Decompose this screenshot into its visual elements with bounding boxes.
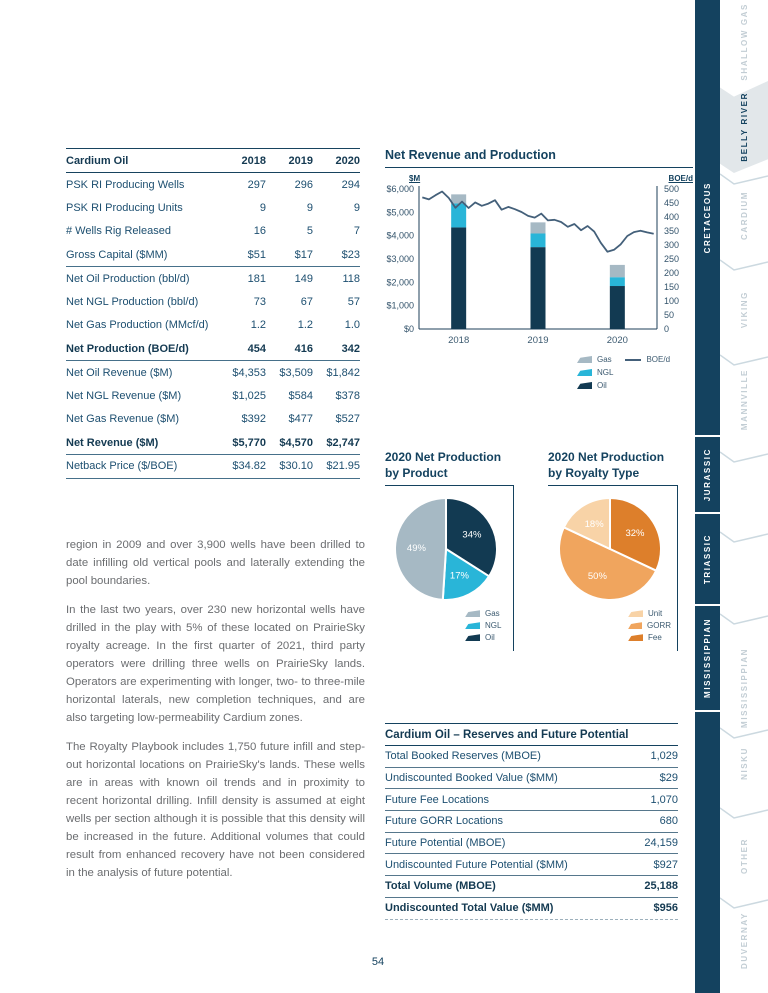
- row-value: 9: [259, 201, 266, 214]
- svg-text:$2,000: $2,000: [386, 277, 414, 288]
- row-value: $29: [659, 772, 678, 785]
- series-swatch-icon: [577, 382, 592, 389]
- sidebar-item-label: OTHER: [739, 838, 749, 874]
- legend-label: NGL: [597, 368, 614, 377]
- row-value: 9: [353, 201, 360, 214]
- row-value: 296: [294, 178, 313, 191]
- row-value: 342: [313, 337, 360, 361]
- legend-label: Oil: [485, 633, 495, 643]
- row-value: $17: [266, 243, 313, 267]
- chart-title: Net Revenue and Production: [385, 148, 693, 168]
- pie-title: 2020 Net Production by Product: [385, 450, 514, 486]
- reserves-table-title: Cardium Oil – Reserves and Future Potential: [385, 723, 678, 746]
- table-row: [66, 361, 360, 385]
- era-column-bar: [695, 0, 720, 993]
- sidebar-item-label: BELLY RIVER: [739, 92, 749, 162]
- row-value: $584: [288, 389, 313, 402]
- chart-legend-col-b: [625, 355, 670, 394]
- row-label: Net NGL Revenue ($M): [66, 389, 182, 402]
- row-value: $34.82: [219, 455, 266, 479]
- era-segment-jurassic: [695, 437, 720, 514]
- svg-text:$4,000: $4,000: [386, 230, 414, 241]
- row-value: $378: [335, 389, 360, 402]
- series-swatch-icon: [465, 622, 480, 629]
- svg-text:$1,000: $1,000: [386, 300, 414, 311]
- table-row: [66, 267, 360, 291]
- row-value: $4,570: [266, 431, 313, 455]
- row-value: 1,070: [650, 793, 678, 806]
- row-value: $21.95: [313, 455, 360, 479]
- row-value: 149: [294, 272, 313, 285]
- legend-label: Fee: [648, 633, 662, 643]
- sidebar-item-label: MANNVILLE: [739, 369, 749, 431]
- row-value: 416: [266, 337, 313, 361]
- row-label: Undiscounted Future Potential ($MM): [385, 858, 568, 871]
- table-row: [66, 220, 360, 244]
- paragraph: The Royalty Playbook includes 1,750 future infill and step-out horizontal locations on PrairieSky's lands. These wells are in areas with known oil trends and in proximity to recent horizontal drilling. Infill density is assumed at eight wells per section although it is possible that this density will be increased in the future. Additional volumes that could result from enhanced recovery have not been considered in the analysis of future potential.: [66, 741, 365, 879]
- sidebar-item-label: SHALLOW GAS: [739, 3, 749, 81]
- right-axis-unit-label: BOE/d: [668, 174, 693, 183]
- metrics-table-title: Cardium Oil: [66, 149, 219, 173]
- row-label: Net Production (BOE/d): [66, 337, 219, 361]
- paragraph: region in 2009 and over 3,900 wells have been drilled to date infilling old vertical pools and laterally extending the pool boundaries.: [66, 539, 365, 587]
- legend-label: NGL: [485, 621, 502, 631]
- svg-text:200: 200: [664, 268, 680, 278]
- chart-legend-col-a: [577, 355, 613, 394]
- legend-item: [465, 609, 507, 618]
- row-value: $51: [219, 243, 266, 267]
- table-row: [385, 876, 678, 898]
- row-value: $4,353: [232, 366, 266, 379]
- legend-label: Gas: [597, 355, 612, 364]
- row-label: Total Volume (MBOE): [385, 880, 496, 893]
- row-label: Total Booked Reserves (MBOE): [385, 750, 541, 763]
- row-value: 680: [659, 815, 678, 828]
- table-row: [385, 854, 678, 876]
- row-value: 1.2: [297, 319, 313, 332]
- legend-item: [577, 355, 613, 364]
- legend-item: [628, 621, 671, 630]
- body-text: [66, 536, 365, 893]
- table-row: [66, 314, 360, 338]
- era-segment: [695, 712, 720, 993]
- svg-text:$5,000: $5,000: [386, 207, 414, 218]
- year-header: 2020: [313, 149, 360, 173]
- row-value: 454: [219, 337, 266, 361]
- row-value: 118: [342, 272, 360, 285]
- legend-item: [465, 621, 507, 630]
- row-value: 181: [247, 272, 266, 285]
- row-label: Net Gas Production (MMcf/d): [66, 319, 209, 332]
- row-value: 9: [306, 201, 313, 214]
- series-swatch-icon: [628, 634, 643, 641]
- table-row: [66, 455, 360, 479]
- svg-text:100: 100: [664, 296, 680, 306]
- table-row: [66, 431, 360, 455]
- table-row: [66, 243, 360, 267]
- row-value: 16: [253, 225, 266, 238]
- legend-item: [628, 609, 671, 618]
- legend-item: [465, 633, 507, 642]
- row-label: Netback Price ($/BOE): [66, 455, 219, 479]
- svg-text:$0: $0: [403, 324, 414, 334]
- row-value: 7: [353, 225, 360, 238]
- page-number: 54: [371, 956, 385, 968]
- metrics-table-body: [66, 173, 360, 479]
- svg-text:2020: 2020: [606, 335, 628, 346]
- sidebar-item-duvernay[interactable]: [720, 880, 768, 993]
- row-value: $30.10: [266, 455, 313, 479]
- sidebar-item-label: DUVERNAY: [739, 911, 749, 969]
- row-value: $927: [653, 858, 678, 871]
- row-label: # Wells Rig Released: [66, 225, 171, 238]
- row-value: 73: [253, 295, 266, 308]
- svg-text:500: 500: [664, 184, 680, 194]
- legend-label: Oil: [597, 381, 607, 390]
- legend-label: GORR: [647, 621, 671, 631]
- row-value: $392: [241, 413, 266, 426]
- svg-text:150: 150: [664, 282, 680, 292]
- row-value: 5: [306, 225, 313, 238]
- svg-text:50%: 50%: [587, 570, 607, 582]
- table-row: [385, 811, 678, 833]
- legend-item: [628, 633, 671, 642]
- paragraph: In the last two years, over 230 new horizontal wells have drilled in the play with 5% of these located on PrairieSky royalty acreage. In the first quarter of 2021, third party operators were drilling three wells on PrairieSky lands. Operators are experimenting with longer, two- to three-mile horizontal laterals, new completion techniques, and are also targeting low-permeability Cardium zones.: [66, 604, 365, 724]
- row-label: PSK RI Producing Wells: [66, 178, 185, 191]
- row-label: Undiscounted Booked Value ($MM): [385, 772, 558, 785]
- legend-label: Gas: [485, 609, 500, 619]
- series-swatch-icon: [628, 622, 642, 629]
- legend-item: [577, 368, 613, 377]
- sidebar-item-label: CARDIUM: [739, 190, 749, 240]
- row-label: Future Potential (MBOE): [385, 837, 506, 850]
- svg-text:0: 0: [664, 324, 670, 334]
- metrics-table-head-row: [66, 149, 360, 173]
- svg-text:17%: 17%: [449, 570, 469, 582]
- row-label: Gross Capital ($MM): [66, 243, 219, 267]
- svg-text:32%: 32%: [624, 528, 644, 540]
- svg-text:300: 300: [664, 240, 680, 250]
- row-value: $477: [288, 413, 313, 426]
- chart-legend: [577, 355, 693, 394]
- sidebar-item-label: NISKU: [739, 746, 749, 780]
- row-value: $1,842: [326, 366, 360, 379]
- table-row: [385, 898, 678, 920]
- series-swatch-icon: [628, 610, 643, 617]
- row-value: $3,509: [279, 366, 313, 379]
- row-value: $1,025: [232, 389, 266, 402]
- svg-text:18%: 18%: [584, 519, 604, 531]
- row-value: 297: [247, 178, 266, 191]
- row-value: $956: [653, 902, 678, 915]
- sidebar-item-label: VIKING: [739, 291, 749, 329]
- pie-royalty-svg: [555, 494, 665, 604]
- table-row: [385, 768, 678, 790]
- pie-product-legend: [385, 609, 507, 642]
- row-label: Future Fee Locations: [385, 793, 489, 806]
- play-tabs-sidebar: [720, 0, 768, 993]
- sidebar-item-label: MISSISSIPPIAN: [739, 648, 749, 728]
- row-label: Net Oil Production (bbl/d): [66, 272, 190, 285]
- svg-text:2019: 2019: [527, 335, 549, 346]
- row-label: Undiscounted Total Value ($MM): [385, 902, 554, 915]
- svg-text:450: 450: [664, 198, 680, 208]
- row-label: Future GORR Locations: [385, 815, 503, 828]
- row-value: 1.0: [344, 319, 360, 332]
- svg-text:250: 250: [664, 254, 680, 264]
- reserves-table-body: [385, 746, 678, 920]
- svg-text:2018: 2018: [448, 335, 470, 346]
- legend-label: Unit: [648, 609, 663, 619]
- chevron-divider: [720, 612, 768, 626]
- table-row: [66, 384, 360, 408]
- svg-text:34%: 34%: [462, 529, 482, 541]
- table-row: [66, 408, 360, 432]
- table-row: [385, 833, 678, 855]
- series-swatch-icon: [465, 610, 480, 617]
- sidebar-item-mannville[interactable]: [720, 340, 768, 460]
- series-swatch-icon: [577, 356, 592, 363]
- row-label: Net Gas Revenue ($M): [66, 413, 180, 426]
- row-value: 24,159: [644, 837, 678, 850]
- table-row: [385, 746, 678, 768]
- table-row: [66, 173, 360, 197]
- table-row: [66, 196, 360, 220]
- bar-line-chart-svg: [385, 183, 693, 348]
- row-value: $2,747: [313, 431, 360, 455]
- table-row: [66, 337, 360, 361]
- reserves-table: [385, 723, 678, 920]
- svg-text:50: 50: [664, 310, 675, 320]
- row-value: $5,770: [219, 431, 266, 455]
- series-swatch-icon: [465, 634, 480, 641]
- pie-block-royalty: [548, 450, 678, 651]
- svg-text:49%: 49%: [406, 543, 426, 555]
- left-axis-unit-label: $M: [409, 174, 421, 183]
- era-label: TRIASSIC: [703, 533, 712, 585]
- table-row: [66, 290, 360, 314]
- legend-item: [625, 355, 670, 364]
- row-value: 57: [347, 295, 360, 308]
- svg-text:350: 350: [664, 226, 680, 236]
- pie-block-product: [385, 450, 514, 651]
- line-swatch-icon: [625, 359, 641, 361]
- year-header: 2018: [219, 149, 266, 173]
- series-swatch-icon: [577, 369, 592, 376]
- row-value: $23: [313, 243, 360, 267]
- era-label: MISSISSIPPIAN: [703, 618, 712, 698]
- row-value: 1.2: [250, 319, 266, 332]
- row-label: Net NGL Production (bbl/d): [66, 295, 199, 308]
- legend-item: [577, 381, 613, 390]
- row-value: 294: [341, 178, 360, 191]
- era-segment-cretaceous: [695, 0, 720, 437]
- row-value: 67: [300, 295, 313, 308]
- row-value: $527: [335, 413, 360, 426]
- row-value: 1,029: [650, 750, 678, 763]
- row-value: 25,188: [644, 880, 678, 893]
- legend-label: BOE/d: [646, 355, 671, 364]
- pie-title: 2020 Net Production by Royalty Type: [548, 450, 678, 486]
- pie-product-svg: [391, 494, 501, 604]
- svg-text:$6,000: $6,000: [386, 184, 414, 194]
- era-label: JURASSIC: [703, 447, 712, 502]
- metrics-table: [66, 148, 360, 479]
- chevron-divider: [720, 530, 768, 544]
- row-label: Net Oil Revenue ($M): [66, 366, 173, 379]
- row-label: PSK RI Producing Units: [66, 201, 183, 214]
- era-segment-triassic: [695, 514, 720, 606]
- pie-royalty-legend: [548, 609, 671, 642]
- era-segment-mississippian: [695, 606, 720, 712]
- pie-charts: [385, 450, 678, 651]
- era-label: CRETACEOUS: [703, 181, 712, 254]
- svg-text:400: 400: [664, 212, 680, 222]
- svg-text:$3,000: $3,000: [386, 254, 414, 264]
- table-row: [385, 789, 678, 811]
- net-revenue-production-chart: [385, 148, 693, 394]
- row-label: Net Revenue ($M): [66, 431, 219, 455]
- year-header: 2019: [266, 149, 313, 173]
